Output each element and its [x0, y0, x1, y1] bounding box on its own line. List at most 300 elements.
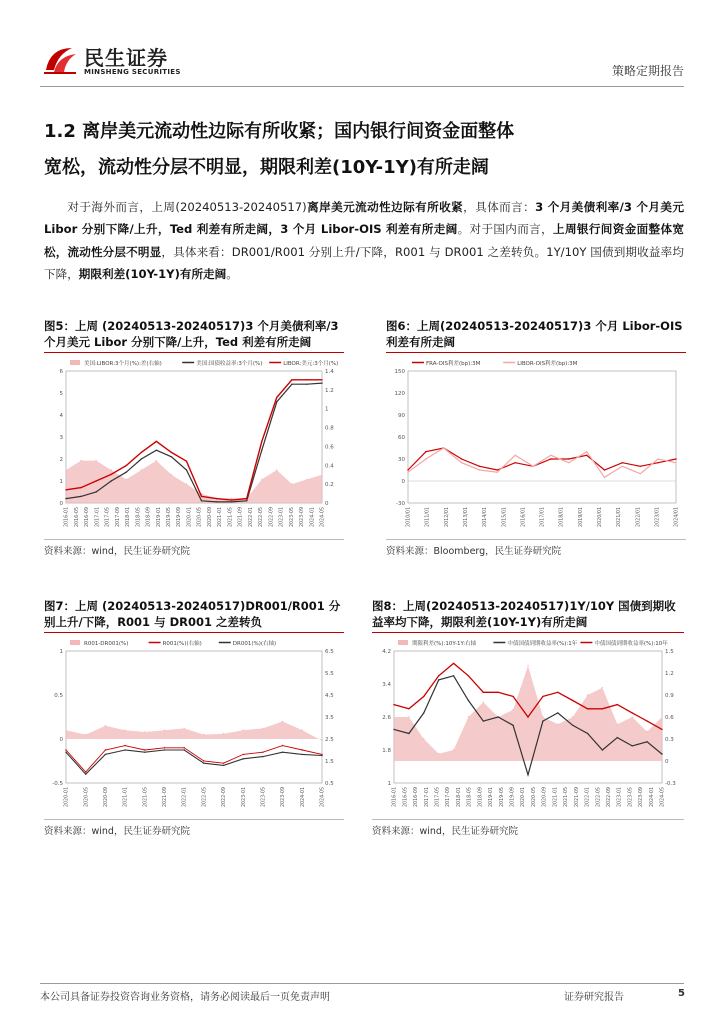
x-tick-label: 2020-01	[521, 787, 527, 808]
y-tick-label: 1	[59, 479, 63, 485]
body-text-2: ，具体而言：	[463, 200, 536, 214]
y2-tick-label: 0.6	[325, 444, 334, 451]
data-point	[468, 675, 469, 676]
data-point	[156, 441, 157, 442]
x-tick-label: 2019/01	[578, 507, 584, 527]
x-tick-label: 2021-01	[123, 787, 129, 808]
data-point	[617, 724, 618, 725]
data-point	[171, 452, 172, 453]
series-line-1	[66, 746, 322, 772]
x-tick-label: 2020-01	[64, 787, 70, 808]
data-point	[111, 480, 112, 481]
figure-6-source-rule	[386, 539, 686, 540]
data-point	[171, 456, 172, 457]
figure-5	[44, 318, 344, 557]
series-area-0	[66, 461, 322, 503]
data-point	[425, 458, 426, 459]
data-point	[302, 754, 303, 755]
y2-tick-label: 6.5	[325, 649, 334, 655]
data-point	[557, 712, 558, 713]
x-tick-label: 2021-09	[163, 787, 169, 808]
data-point	[393, 716, 394, 717]
minsheng-logo	[40, 40, 190, 82]
x-tick-label: 2022-01	[248, 507, 254, 528]
x-tick-label: 2022/01	[636, 507, 642, 527]
data-point	[587, 708, 588, 709]
x-tick-label: 2023-09	[281, 787, 287, 808]
y2-tick-label: 5.5	[325, 671, 334, 677]
data-point	[527, 665, 528, 666]
data-point	[141, 469, 142, 470]
data-point	[164, 749, 165, 750]
y-tick-label: 120	[394, 391, 405, 397]
body-bold-3: 上周银行间资金面整体宽松，流动性分层不明显	[44, 222, 684, 259]
figure-8-source-rule	[372, 819, 684, 820]
data-point	[483, 692, 484, 693]
y-tick-label: 150	[394, 369, 405, 375]
footer-divider	[40, 983, 684, 984]
section-heading	[44, 114, 684, 186]
data-point	[80, 487, 81, 488]
data-point	[282, 752, 283, 753]
section-heading-line-2: 宽松，流动性分层不明显，期限利差(10Y-1Y)有所走阔	[44, 157, 489, 178]
legend-label: LIBOR-OIS利差(bp):3M	[517, 361, 578, 367]
data-point	[231, 499, 232, 500]
data-point	[461, 458, 462, 459]
data-point	[423, 738, 424, 739]
data-point	[622, 462, 623, 463]
report-type-label: 策略定期报告	[611, 64, 684, 78]
legend-label: 中债国债到期收益率(%):10年	[594, 641, 668, 647]
x-tick-label: 2023-09	[300, 507, 306, 528]
series-area-0	[394, 666, 662, 761]
figure-6-chart	[386, 353, 686, 539]
data-point	[527, 716, 528, 717]
page-header	[40, 38, 684, 84]
figure-8-source: 资料来源：wind，民生证券研究院	[372, 826, 518, 837]
x-tick-label: 2012/01	[444, 507, 450, 527]
y2-tick-label: 2.5	[325, 737, 334, 743]
figure-7	[44, 598, 344, 837]
x-tick-label: 2020-09	[207, 507, 213, 528]
data-point	[111, 474, 112, 475]
data-point	[425, 451, 426, 452]
data-point	[640, 466, 641, 467]
y-tick-label: -0.5	[52, 781, 63, 787]
y2-tick-label: 1.2	[325, 387, 334, 394]
data-point	[65, 752, 66, 753]
y2-tick-label: 0.2	[325, 482, 334, 489]
x-tick-label: 2016-05	[74, 507, 80, 528]
data-point	[184, 747, 185, 748]
data-point	[408, 733, 409, 734]
x-tick-label: 2020-05	[197, 507, 203, 528]
data-point	[164, 747, 165, 748]
x-tick-label: 2016-01	[392, 787, 398, 808]
data-point	[479, 466, 480, 467]
data-point	[568, 462, 569, 463]
data-point	[423, 712, 424, 713]
figure-5-source: 资料来源：wind，民生证券研究院	[44, 546, 190, 557]
y2-tick-label: 4.5	[325, 693, 334, 699]
x-tick-label: 2016-09	[414, 787, 420, 808]
data-point	[65, 749, 66, 750]
data-point	[438, 679, 439, 680]
body-text-3: 。对于国内而言，	[457, 222, 554, 237]
series-line-2	[66, 750, 322, 774]
x-tick-label: 2021-01	[553, 787, 559, 808]
x-tick-label: 2022-01	[182, 787, 188, 808]
data-point	[126, 479, 127, 480]
data-point	[95, 460, 96, 461]
y2-tick-label: 0	[665, 759, 669, 765]
body-text-1: 对于海外而言，上周(20240513-20240517)	[67, 200, 307, 214]
body-text-5: 。	[226, 267, 238, 282]
x-tick-label: 2019-09	[177, 507, 183, 528]
data-point	[302, 749, 303, 750]
figure-5-title: 图5：上周 (20240513-20240517)3 个月美债利率/3 个月美元 Libor 分别下降/上升，Ted 利差有所走阔	[44, 319, 339, 349]
x-tick-label: 2017-05	[435, 787, 441, 808]
x-tick-label: 2023/01	[655, 507, 661, 527]
data-point	[657, 462, 658, 463]
legend-swatch	[70, 360, 80, 365]
y-tick-label: 6	[59, 369, 63, 375]
y-tick-label: 5	[59, 391, 63, 397]
footer-doc-type: 证券研究报告	[564, 992, 624, 1003]
y-tick-label: 1	[59, 649, 63, 655]
legend-swatch	[398, 640, 408, 645]
data-point	[276, 397, 277, 398]
x-tick-label: 2010/01	[406, 507, 412, 527]
y-tick-label: 60	[398, 435, 405, 441]
y2-tick-label: 0.5	[325, 781, 334, 787]
data-point	[572, 716, 573, 717]
x-tick-label: 2011/01	[425, 507, 431, 527]
legend-label: R001(%)(右轴)	[162, 641, 202, 647]
data-point	[321, 740, 322, 741]
data-point	[468, 700, 469, 701]
x-tick-label: 2023-01	[279, 507, 285, 528]
x-tick-label: 2022-01	[585, 787, 591, 808]
chart-6-plot-frame	[408, 371, 676, 503]
logo-english-name: MINSHENG SECURITIES	[84, 68, 181, 76]
data-point	[321, 474, 322, 475]
x-tick-label: 2024-01	[310, 507, 316, 528]
data-point	[453, 749, 454, 750]
figure-7-source-rule	[44, 819, 344, 820]
x-tick-label: 2019-01	[489, 787, 495, 808]
data-point	[124, 730, 125, 731]
x-tick-label: 2018/01	[559, 507, 565, 527]
y2-tick-label: 0.3	[665, 737, 674, 743]
data-point	[65, 489, 66, 490]
data-point	[105, 749, 106, 750]
x-tick-label: 2015/01	[502, 507, 508, 527]
data-point	[95, 491, 96, 492]
section-heading-line-1: 1.2 离岸美元流动性边际有所收紧；国内银行间资金面整体	[44, 121, 515, 142]
x-tick-label: 2020-05	[84, 787, 90, 808]
data-point	[407, 469, 408, 470]
header-divider	[40, 86, 684, 87]
y-tick-label: 0	[59, 737, 63, 743]
data-point	[282, 745, 283, 746]
data-point	[557, 692, 558, 693]
data-point	[156, 450, 157, 451]
data-point	[85, 774, 86, 775]
x-tick-label: 2019-05	[167, 507, 172, 528]
data-point	[243, 754, 244, 755]
data-point	[568, 458, 569, 459]
x-tick-label: 2014/01	[483, 507, 489, 527]
body-bold-4: 期限利差(10Y-1Y)有所走阔	[78, 267, 227, 282]
y-tick-label: 1.8	[382, 748, 391, 754]
x-tick-label: 2016/01	[521, 507, 527, 527]
legend-label: 期限利差(%):10Y-1Y:右轴	[412, 641, 477, 647]
data-point	[291, 384, 292, 385]
data-point	[542, 716, 543, 717]
data-point	[201, 500, 202, 501]
data-point	[306, 384, 307, 385]
x-tick-label: 2021-05	[564, 787, 570, 808]
data-point	[632, 745, 633, 746]
data-point	[203, 763, 204, 764]
y-tick-label: 0.5	[54, 693, 63, 699]
data-point	[675, 462, 676, 463]
data-point	[512, 709, 513, 710]
data-point	[604, 477, 605, 478]
y2-tick-label: 3.5	[325, 715, 334, 721]
legend-label: R001-DR001(%)	[84, 641, 129, 647]
x-tick-label: 2022-05	[202, 787, 208, 808]
data-point	[105, 754, 106, 755]
figure-8-chart	[372, 633, 684, 819]
data-point	[661, 729, 662, 730]
y2-tick-label: 1.5	[665, 649, 674, 655]
data-point	[408, 708, 409, 709]
x-tick-label: 2023-05	[289, 507, 295, 528]
data-point	[407, 472, 408, 473]
data-point	[80, 496, 81, 497]
data-point	[498, 716, 499, 717]
data-point	[65, 498, 66, 499]
x-tick-label: 2017/01	[540, 507, 546, 527]
y2-tick-label: 0	[325, 501, 329, 507]
x-tick-label: 2019-09	[510, 787, 516, 808]
figure-6	[386, 318, 686, 557]
data-point	[216, 501, 217, 502]
data-point	[261, 479, 262, 480]
data-point	[302, 730, 303, 731]
data-point	[497, 469, 498, 470]
data-point	[203, 760, 204, 761]
legend-swatch	[70, 640, 80, 645]
data-point	[646, 720, 647, 721]
data-point	[291, 483, 292, 484]
legend-label: 中债国债到期收益率(%):1年	[507, 641, 578, 647]
figure-7-source: 资料来源：wind，民生证券研究院	[44, 826, 190, 837]
x-tick-label: 2024-05	[320, 507, 326, 528]
data-point	[164, 730, 165, 731]
y2-tick-label: -0.3	[665, 781, 676, 787]
x-tick-label: 2022-09	[607, 787, 612, 808]
data-point	[141, 452, 142, 453]
x-tick-label: 2020-09	[542, 787, 548, 808]
data-point	[515, 455, 516, 456]
data-point	[184, 749, 185, 750]
figure-8	[372, 598, 684, 837]
x-tick-label: 2021-09	[238, 507, 244, 528]
x-tick-label: 2023-01	[241, 787, 247, 808]
body-text-4: ，具体来看：DR001/R001 分别上升/下降，R001 与 DR001 之差转负。1Y/10Y 国债到期收益率均下降，	[44, 244, 684, 282]
body-bold-1: 离岸美元流动性边际有所收紧	[306, 200, 464, 214]
data-point	[291, 379, 292, 380]
data-point	[453, 663, 454, 664]
data-point	[483, 720, 484, 721]
data-point	[532, 466, 533, 467]
data-point	[105, 725, 106, 726]
legend-label: FRA-OIS利差(bp):3M	[426, 361, 481, 367]
data-point	[586, 455, 587, 456]
data-point	[604, 469, 605, 470]
legend-label: 美国:国债收益率:3个月(%)	[196, 361, 263, 367]
data-point	[498, 692, 499, 693]
x-tick-label: 2018-09	[146, 507, 152, 528]
x-tick-label: 2023-01	[617, 787, 623, 808]
legend-label: 美国:LIBOR:3个月(%):差(右轴)	[84, 361, 162, 367]
x-tick-label: 2013/01	[464, 507, 470, 527]
figure-5-chart	[44, 353, 344, 539]
x-tick-label: 2024-05	[660, 787, 666, 808]
data-point	[186, 469, 187, 470]
data-point	[65, 469, 66, 470]
y-tick-label: 0	[401, 479, 405, 485]
x-tick-label: 2023-05	[261, 787, 267, 808]
x-tick-label: 2016-09	[85, 507, 91, 528]
data-point	[393, 729, 394, 730]
x-tick-label: 2023-05	[628, 787, 634, 808]
data-point	[223, 763, 224, 764]
y2-tick-label: 1.4	[325, 369, 334, 375]
x-tick-label: 2017-01	[95, 507, 101, 528]
data-point	[640, 473, 641, 474]
y2-tick-label: 1.5	[325, 759, 334, 765]
data-point	[557, 724, 558, 725]
x-tick-label: 2016-01	[64, 507, 70, 528]
x-tick-label: 2018-05	[467, 787, 473, 808]
data-point	[393, 704, 394, 705]
legend-label: LIBOR:美元:3个月(%)	[283, 361, 339, 367]
data-point	[126, 472, 127, 473]
data-point	[515, 462, 516, 463]
footer-disclaimer: 本公司具备证券投资咨询业务资格，请务必阅读最后一页免责声明	[40, 992, 330, 1003]
data-point	[587, 733, 588, 734]
figure-5-source-rule	[44, 539, 344, 540]
data-point	[80, 460, 81, 461]
data-point	[479, 469, 480, 470]
data-point	[512, 696, 513, 697]
data-point	[141, 458, 142, 459]
y2-tick-label: 0.8	[325, 425, 334, 432]
data-point	[321, 382, 322, 383]
x-tick-label: 2021/01	[617, 507, 623, 527]
data-point	[321, 379, 322, 380]
data-point	[85, 771, 86, 772]
data-point	[497, 472, 498, 473]
figure-8-title: 图8：上周(20240513-20240517)1Y/10Y 国债到期收益率均下降，期限利差(10Y-1Y)有所走阔	[372, 599, 676, 629]
y-tick-label: 0	[59, 501, 63, 507]
data-point	[453, 675, 454, 676]
data-point	[461, 462, 462, 463]
data-point	[276, 469, 277, 470]
y2-tick-label: 1	[325, 406, 329, 413]
x-tick-label: 2018-09	[478, 787, 484, 808]
y-tick-label: 3.4	[382, 682, 391, 688]
x-tick-label: 2018-01	[456, 787, 462, 808]
data-point	[171, 474, 172, 475]
data-point	[622, 466, 623, 467]
minsheng-logo-mark	[40, 40, 80, 80]
x-tick-label: 2020-09	[103, 787, 109, 808]
data-point	[550, 458, 551, 459]
data-point	[572, 725, 573, 726]
data-point	[262, 728, 263, 729]
figure-7-chart	[44, 633, 344, 819]
data-point	[216, 498, 217, 499]
y-tick-label: 30	[398, 457, 405, 463]
data-point	[438, 753, 439, 754]
x-tick-label: 2019-05	[499, 787, 505, 808]
x-tick-label: 2023-09	[639, 787, 645, 808]
y2-tick-label: 1.2	[665, 671, 674, 677]
body-paragraph	[44, 196, 684, 286]
x-tick-label: 2024-01	[649, 787, 655, 808]
data-point	[243, 730, 244, 731]
figure-7-title: 图7：上周 (20240513-20240517)DR001/R001 分别上升/下降，R001 与 DR001 之差转负	[44, 599, 341, 629]
x-tick-label: 2022-09	[222, 787, 228, 808]
data-point	[661, 753, 662, 754]
data-point	[438, 675, 439, 676]
chart-7-plot-frame	[66, 651, 322, 783]
x-tick-label: 2019-01	[156, 507, 162, 528]
data-point	[675, 458, 676, 459]
data-point	[632, 712, 633, 713]
body-bold-2: 3 个月美债利率/3 个月美元 Libor 分别下降/上升，Ted 利差有所走阔，3 个月 Libor-OIS 利差有所走阔	[44, 200, 684, 237]
data-point	[246, 498, 247, 499]
x-tick-label: 2022-09	[269, 507, 275, 528]
data-point	[186, 461, 187, 462]
data-point	[111, 469, 112, 470]
data-point	[231, 501, 232, 502]
data-point	[527, 774, 528, 775]
data-point	[542, 696, 543, 697]
data-point	[602, 708, 603, 709]
y-tick-label: 1	[387, 781, 391, 787]
x-tick-label: 2022-05	[596, 787, 602, 808]
data-point	[423, 696, 424, 697]
x-tick-label: 2016-05	[403, 787, 409, 808]
data-point	[223, 765, 224, 766]
x-tick-label: 2017-09	[115, 507, 121, 528]
x-tick-label: 2021-01	[218, 507, 224, 528]
data-point	[306, 379, 307, 380]
x-tick-label: 2021-05	[143, 787, 149, 808]
y-tick-label: 4.2	[382, 649, 391, 655]
data-point	[646, 731, 647, 732]
y-tick-label: 2.6	[382, 715, 391, 721]
data-point	[632, 716, 633, 717]
y-tick-label: 4	[59, 413, 63, 419]
data-point	[262, 752, 263, 753]
